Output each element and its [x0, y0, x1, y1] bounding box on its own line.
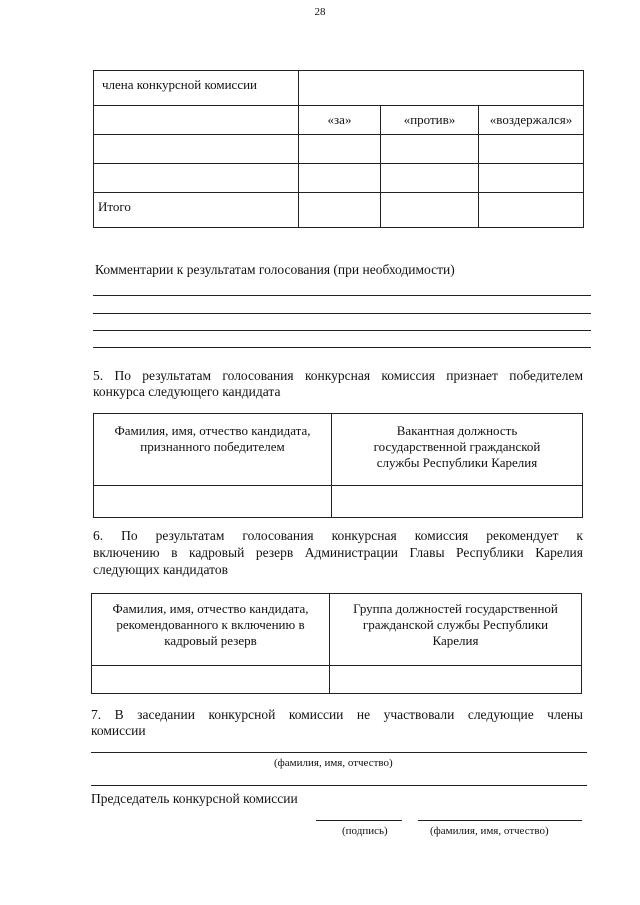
table-cell: [299, 135, 381, 164]
table-row: [94, 164, 584, 193]
section6-text-line2: включению в кадровый резерв Администрации Главы Республики Карелия: [93, 545, 583, 560]
table-cell: [94, 135, 299, 164]
section5-text-line2: конкурса следующего кандидата: [93, 384, 281, 399]
table-row: [94, 135, 584, 164]
comments-label: Комментарии к результатам голосования (при необходимости): [95, 262, 455, 277]
table-cell: [92, 666, 330, 694]
absent-members-line: [91, 785, 587, 786]
table-row: [94, 71, 584, 106]
table-cell: [332, 486, 583, 518]
header-line: государственной гражданской: [373, 439, 541, 454]
section5-text-line1: 5. По результатам голосования конкурсная комиссия признает победителем: [93, 368, 583, 383]
header-line: рекомендованного к включению в: [116, 617, 305, 632]
comment-line: [93, 347, 591, 348]
table-cell: [299, 164, 381, 193]
section7-text-line1: 7. В заседании конкурсной комиссии не участвовали следующие члены: [91, 707, 583, 722]
table-cell: [479, 135, 584, 164]
table-cell: [94, 486, 332, 518]
comment-line: [93, 313, 591, 314]
table-row: [92, 594, 582, 666]
header-line: службы Республики Карелия: [376, 455, 538, 470]
winner-table: [93, 413, 583, 518]
reserve-table: [91, 593, 582, 694]
section6-text-line3: следующих кандидатов: [93, 562, 229, 577]
header-line: Фамилия, имя, отчество кандидата,: [112, 601, 309, 616]
signature-caption: (подпись): [342, 825, 388, 837]
vote-table: [93, 70, 584, 228]
table-cell: [381, 135, 479, 164]
col-against-header: «против»: [381, 106, 479, 135]
page-number: 28: [314, 6, 326, 18]
header-line: признанного победителем: [140, 439, 285, 454]
table-cell: [94, 106, 299, 135]
position-group-header: [330, 594, 582, 666]
table-cell: [479, 193, 584, 228]
header-line: Карелия: [432, 633, 479, 648]
section6-text-line1: 6. По результатам голосования конкурсная комиссия рекомендует к: [93, 528, 583, 543]
header-line: гражданской службы Республики: [362, 617, 549, 632]
table-cell: [299, 193, 381, 228]
table-cell: [299, 71, 584, 106]
chair-label: Председатель конкурсной комиссии: [91, 791, 298, 806]
col-abstain-header: «воздержался»: [479, 106, 584, 135]
header-line: кадровый резерв: [164, 633, 257, 648]
table-cell: [381, 164, 479, 193]
table-row: [94, 193, 584, 228]
header-line: Фамилия, имя, отчество кандидата,: [114, 423, 311, 438]
comment-line: [93, 295, 591, 296]
header-line: Группа должностей государственной: [353, 601, 558, 616]
total-label: Итого: [94, 193, 299, 228]
table-row: [94, 106, 584, 135]
col-for-header: «за»: [299, 106, 381, 135]
signature-line: [316, 820, 402, 821]
section7-text-line2: комиссии: [91, 723, 146, 738]
table-cell: [479, 164, 584, 193]
table-row: [92, 666, 582, 694]
table-cell: [330, 666, 582, 694]
table-row: [94, 486, 583, 518]
member-label: члена конкурсной комиссии: [102, 77, 257, 92]
comment-line: [93, 330, 591, 331]
absent-members-line: [91, 752, 587, 753]
reserve-name-header: [92, 594, 330, 666]
header-line: Вакантная должность: [396, 423, 518, 438]
member-label-cell: [94, 71, 299, 106]
vacancy-header: [332, 414, 583, 486]
table-cell: [94, 164, 299, 193]
chair-name-caption: (фамилия, имя, отчество): [430, 825, 549, 837]
table-row: [94, 414, 583, 486]
chair-name-line: [418, 820, 582, 821]
winner-name-header: [94, 414, 332, 486]
absent-members-caption: (фамилия, имя, отчество): [274, 757, 393, 769]
table-cell: [381, 193, 479, 228]
